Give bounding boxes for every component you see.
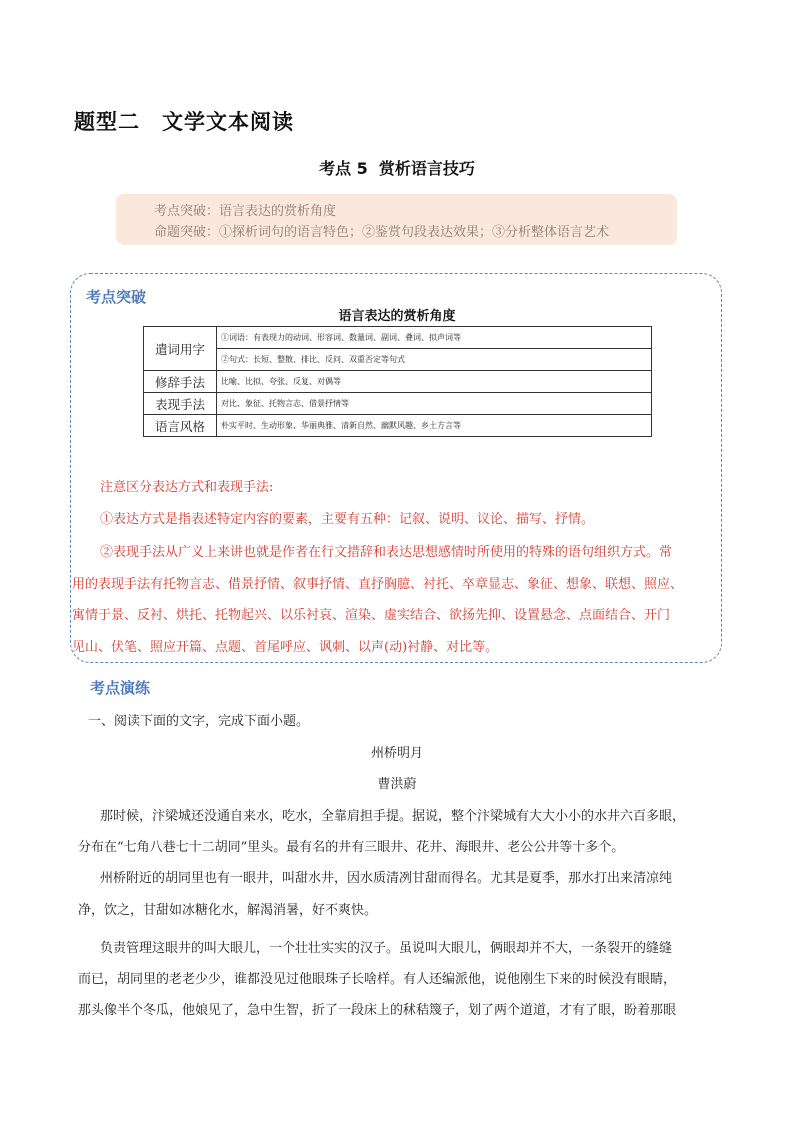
summary-box bbox=[116, 194, 677, 245]
table-item-cell: 比喻、比拟、夸张、反复、对偶等 bbox=[217, 371, 652, 393]
table-row bbox=[144, 393, 652, 415]
note-technique-line: 寓情于景、反衬、烘托、托物起兴、以乐衬哀、渲染、虚实结合、欲扬先抑、设置悬念、点面结合、开门 bbox=[72, 608, 671, 623]
story-line: 而已，胡同里的老老少少，谁都没见过他眼珠子长啥样。有人还编派他，说他刚生下来的时候没有眼睛， bbox=[78, 972, 677, 987]
note-technique-line: ②表现手法从广义上来讲也就是作者在行文措辞和表达思想感情时所使用的特殊的语句组织方式。常 bbox=[100, 545, 673, 560]
section-title: 考点 5 赏析语言技巧 bbox=[319, 159, 475, 178]
story-line: 州桥附近的胡同里也有一眼井，叫甜水井，因水质清冽甘甜而得名。尤其是夏季，那水打出来清凉纯 bbox=[100, 871, 673, 886]
story-line: 那头像半个冬瓜，他娘见了，急中生智，折了一段床上的秫秸篾子，划了两个道道，才有了眼，盼着那眼 bbox=[78, 1003, 677, 1018]
story-line: 分布在“七角八巷七十二胡同”里头。最有名的井有三眼井、花井、海眼井、老公公井等十多个。 bbox=[78, 840, 625, 855]
story-line: 负责管理这眼井的叫大眼儿，一个壮壮实实的汉子。虽说叫大眼儿，俩眼却并不大，一条裂开的缝缝 bbox=[100, 941, 673, 956]
appreciation-angle-table bbox=[143, 326, 652, 437]
table-category-cell: 表现手法 bbox=[144, 393, 217, 415]
story-line: 净，饮之，甘甜如冰糖化水，解渴消暑，好不爽快。 bbox=[78, 903, 378, 918]
table-category-cell: 遣词用字 bbox=[144, 327, 217, 371]
table-item-cell: 朴实平时、生动形象、华丽典雅、清新自然、幽默风趣、乡土方言等 bbox=[217, 415, 652, 437]
story-line: 那时候，汴梁城还没通自来水，吃水，全靠肩担手提。据说，整个汴梁城有大大小小的水井六百多眼， bbox=[100, 809, 686, 824]
table-row bbox=[144, 415, 652, 437]
practice-heading: 考点演练 bbox=[90, 679, 151, 697]
story-title: 州桥明月 bbox=[370, 746, 423, 761]
story-author: 曹洪蔚 bbox=[377, 777, 417, 792]
summary-line-2: 命题突破：①探析词句的语言特色；②鉴赏句段表达效果；③分析整体语言艺术 bbox=[154, 225, 610, 240]
table-item-cell: ②句式：长短、整散、排比、反问、双重否定等句式 bbox=[217, 349, 652, 371]
doc-heading: 题型二 文学文本阅读 bbox=[74, 110, 294, 134]
note-technique-line: 见山、伏笔、照应开篇、点题、首尾呼应、讽刺、以声(动)衬静、对比等。 bbox=[72, 640, 499, 655]
table-row bbox=[144, 349, 652, 371]
note-title: 注意区分表达方式和表现手法: bbox=[100, 480, 274, 495]
table-category-cell: 语言风格 bbox=[144, 415, 217, 437]
note-technique-line: 用的表现手法有托物言志、借景抒情、叙事抒情、直抒胸臆、衬托、卒章显志、象征、想象、联想、照应、 bbox=[72, 577, 684, 592]
note-expression-modes: ①表达方式是指表述特定内容的要素，主要有五种：记叙、说明、议论、描写、抒情。 bbox=[100, 512, 595, 527]
table-item-cell: ①词语：有表现力的动词、形容词、数量词、副词、叠词、拟声词等 bbox=[217, 327, 652, 349]
table-row bbox=[144, 327, 652, 349]
table-title: 语言表达的赏析角度 bbox=[338, 309, 456, 324]
table-item-cell: 对比、象征、托物言志、借景抒情等 bbox=[217, 393, 652, 415]
practice-instruction: 一、阅读下面的文字，完成下面小题。 bbox=[88, 714, 310, 729]
table-category-cell: 修辞手法 bbox=[144, 371, 217, 393]
summary-line-1: 考点突破：语言表达的赏析角度 bbox=[154, 204, 337, 219]
breakthrough-heading: 考点突破 bbox=[86, 288, 147, 306]
table-row bbox=[144, 371, 652, 393]
